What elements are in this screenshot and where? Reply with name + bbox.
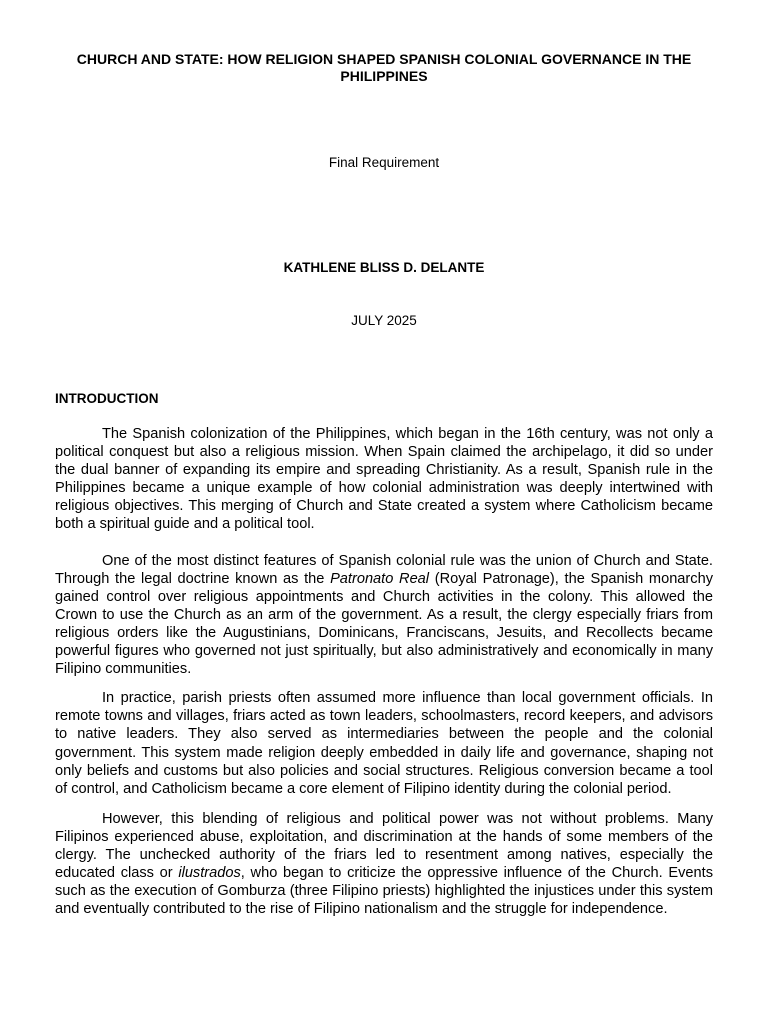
document-date: JULY 2025 bbox=[351, 313, 417, 328]
paragraph-2 bbox=[55, 552, 713, 679]
paragraph-2-text-start: One of the most distinct features of Spanish colonial rule was the union of Church and State. Through the legal doctrine known as the bbox=[55, 552, 713, 587]
ilustrados-term: ilustrados bbox=[178, 865, 241, 882]
document-subtitle: Final Requirement bbox=[328, 155, 440, 170]
paragraph-2-text-end: (Royal Patronage), the Spanish monarchy gained control over religious appointments and Church activities in the colony. This allowed the Crown to use the Church as an arm of the government. As a result, the clergy especially friars from religious orders like the Augustinians, Dominicans, Franciscans, Jesuits, and Recollects became powerful figures who governed not just spiritually, but also administratively and economically in many Filipino communities. bbox=[55, 570, 713, 678]
section-heading-introduction: INTRODUCTION bbox=[55, 391, 159, 406]
paragraph-4 bbox=[55, 810, 713, 919]
paragraph-4-text-start: However, this blending of religious and political power was not without problems. Many Filipinos experienced abuse, exploitation, and discrimination at the hands of some members of the clergy. The unchecked authority of the friars led to resentment among natives, especially the educated class or bbox=[55, 810, 713, 882]
author-name: KATHLENE BLISS D. DELANTE bbox=[283, 260, 485, 275]
paragraph-1: The Spanish colonization of the Philippines, which began in the 16th century, was not only a political conquest but also a religious mission. When Spain claimed the archipelago, it did so under the dual banner of expanding its empire and spreading Christianity. As a result, Spanish rule in the Philippines became a unique example of how colonial administration was deeply intertwined with religious objectives. This merging of Church and State created a system where Catholicism became both a spiritual guide and a political tool. bbox=[55, 426, 713, 533]
introduction-body bbox=[55, 425, 713, 918]
patronato-real-term: Patronato Real bbox=[330, 570, 430, 587]
document-title: CHURCH AND STATE: HOW RELIGION SHAPED SPANISH COLONIAL GOVERNANCE IN THE PHILIPPINES bbox=[76, 51, 692, 84]
paragraph-3: In practice, parish priests often assumed more influence than local government officials. In remote towns and villages, friars acted as town leaders, schoolmasters, record keepers, and advisors to native leaders. They also served as intermediaries between the people and the colonial government. This system made religion deeply embedded in daily life and governance, shaping not only beliefs and customs but also policies and social structures. Religious conversion became a tool of control, and Catholicism became a core element of Filipino identity during the colonial period. bbox=[55, 690, 713, 797]
paragraph-4-text-end: , who began to criticize the oppressive influence of the Church. Events such as the execution of Gomburza (three Filipino priests) highlighted the injustices under this system and eventually contributed to the rise of Filipino nationalism and the struggle for independence. bbox=[55, 865, 713, 918]
